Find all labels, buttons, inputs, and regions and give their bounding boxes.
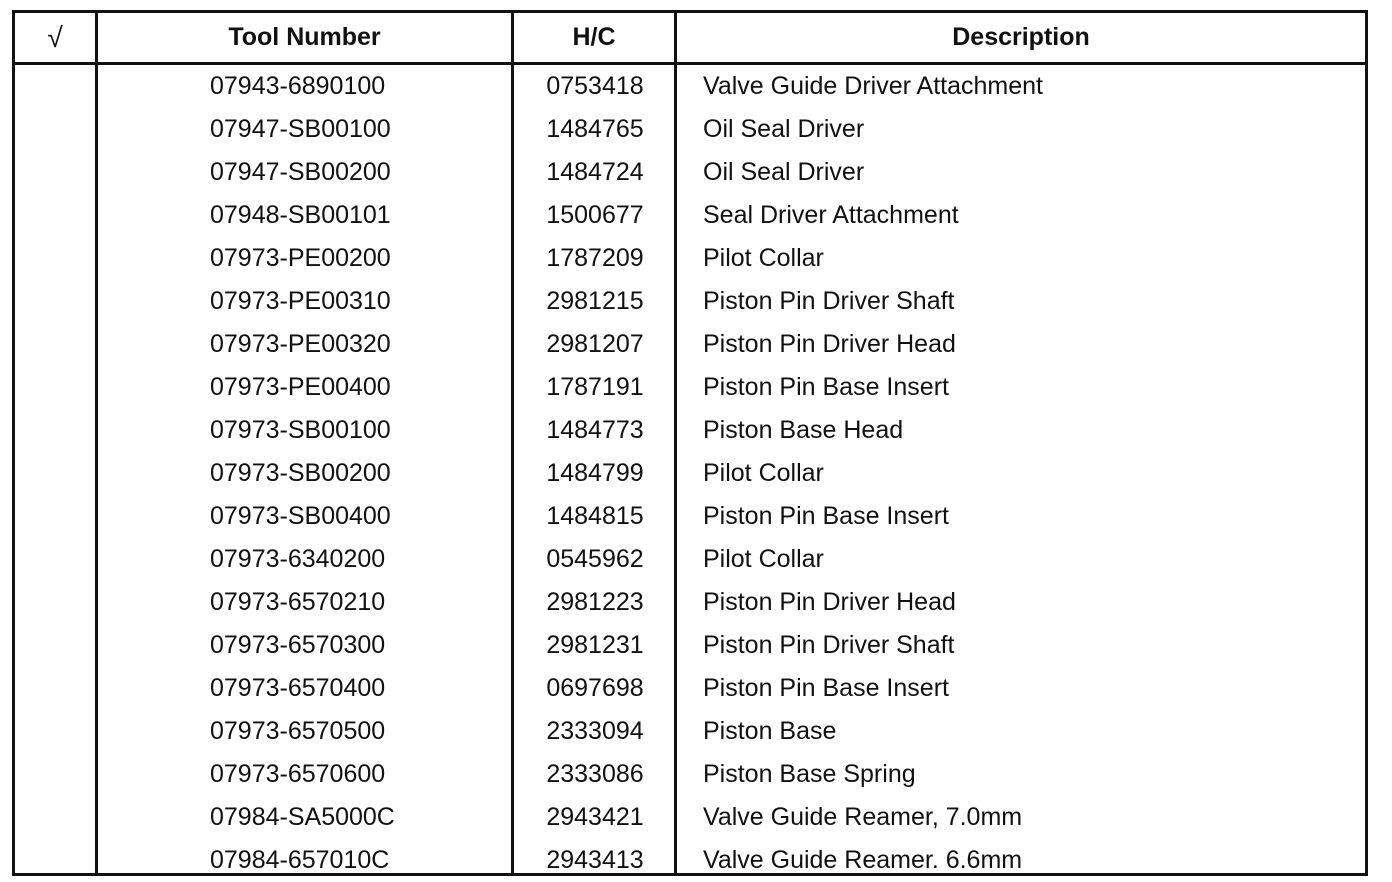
tool-number-cell: 07973-6570210 <box>210 588 386 616</box>
table-row <box>15 237 1365 280</box>
description-cell: Piston Pin Driver Head <box>703 588 956 616</box>
tool-number-cell: 07973-6570400 <box>210 674 386 702</box>
hc-cell: 2981231 <box>546 631 644 659</box>
table-row <box>15 151 1365 194</box>
hc-cell: 2333094 <box>546 717 644 745</box>
description-cell: Piston Pin Driver Shaft <box>703 287 955 315</box>
hc-cell: 1484773 <box>546 416 644 444</box>
tool-number-cell: 07973-6570300 <box>210 631 386 659</box>
table-row <box>15 538 1365 581</box>
hc-cell: 1787209 <box>546 244 644 272</box>
hc-column-header: H/C <box>572 23 616 51</box>
table-row <box>15 65 1365 108</box>
tool-number-cell: 07973-6570500 <box>210 717 386 745</box>
description-cell: Pilot Collar <box>703 459 824 487</box>
table-body <box>15 65 1365 882</box>
hc-cell: 0545962 <box>546 545 644 573</box>
table-row <box>15 796 1365 839</box>
tool-number-cell: 07973-PE00200 <box>210 244 391 272</box>
hc-cell: 1484765 <box>546 115 644 143</box>
description-cell: Piston Base Spring <box>703 760 916 788</box>
hc-cell: 2981215 <box>546 287 644 315</box>
table-row <box>15 194 1365 237</box>
hc-cell: 0697698 <box>546 674 644 702</box>
description-cell: Oil Seal Driver <box>703 158 865 186</box>
tool-number-cell: 07973-SB00100 <box>210 416 391 444</box>
description-column-header: Description <box>952 23 1090 51</box>
description-cell: Piston Pin Driver Shaft <box>703 631 955 659</box>
tool-number-cell: 07948-SB00101 <box>210 201 391 229</box>
hc-cell: 2333086 <box>546 760 644 788</box>
description-cell: Piston Pin Base Insert <box>703 674 949 702</box>
tool-number-cell: 07947-SB00100 <box>210 115 391 143</box>
tool-number-cell: 07973-PE00320 <box>210 330 391 358</box>
table-row <box>15 710 1365 753</box>
table-row <box>15 839 1365 882</box>
table-row <box>15 753 1365 796</box>
hc-cell: 1484799 <box>546 459 644 487</box>
table-row <box>15 667 1365 710</box>
hc-cell: 2943413 <box>546 846 644 874</box>
description-cell: Piston Pin Base Insert <box>703 502 949 530</box>
description-cell: Seal Driver Attachment <box>703 201 959 229</box>
table-row <box>15 581 1365 624</box>
tool-number-cell: 07973-PE00400 <box>210 373 391 401</box>
tool-number-cell: 07973-6340200 <box>210 545 386 573</box>
hc-cell: 1500677 <box>546 201 644 229</box>
description-cell: Piston Pin Driver Head <box>703 330 956 358</box>
description-cell: Pilot Collar <box>703 545 824 573</box>
description-cell: Piston Base Head <box>703 416 904 444</box>
description-cell: Pilot Collar <box>703 244 824 272</box>
tool-number-cell: 07973-SB00200 <box>210 459 391 487</box>
table-row <box>15 108 1365 151</box>
tool-number-column-header: Tool Number <box>228 23 381 51</box>
tool-number-cell: 07973-PE00310 <box>210 287 391 315</box>
table-row <box>15 452 1365 495</box>
tool-number-cell: 07984-657010C <box>210 846 390 874</box>
tool-table <box>12 10 1368 876</box>
hc-cell: 1484815 <box>546 502 644 530</box>
tool-number-cell: 07984-SA5000C <box>210 803 395 831</box>
tool-number-cell: 07973-6570600 <box>210 760 386 788</box>
hc-cell: 1787191 <box>546 373 644 401</box>
check-column-header: √ <box>47 21 63 53</box>
tool-number-cell: 07943-6890100 <box>210 72 386 100</box>
description-cell: Oil Seal Driver <box>703 115 865 143</box>
table-row <box>15 624 1365 667</box>
description-cell: Piston Pin Base Insert <box>703 373 949 401</box>
description-cell: Valve Guide Reamer. 6.6mm <box>703 846 1023 874</box>
description-cell: Piston Base <box>703 717 837 745</box>
hc-cell: 2943421 <box>546 803 644 831</box>
tool-number-cell: 07947-SB00200 <box>210 158 391 186</box>
description-cell: Valve Guide Driver Attachment <box>703 72 1043 100</box>
table-row <box>15 495 1365 538</box>
hc-cell: 1484724 <box>546 158 644 186</box>
table-row <box>15 323 1365 366</box>
table-row <box>15 366 1365 409</box>
hc-cell: 0753418 <box>546 72 644 100</box>
description-cell: Valve Guide Reamer, 7.0mm <box>703 803 1023 831</box>
table-row <box>15 409 1365 452</box>
table-row <box>15 280 1365 323</box>
tool-number-cell: 07973-SB00400 <box>210 502 391 530</box>
hc-cell: 2981207 <box>546 330 644 358</box>
hc-cell: 2981223 <box>546 588 644 616</box>
